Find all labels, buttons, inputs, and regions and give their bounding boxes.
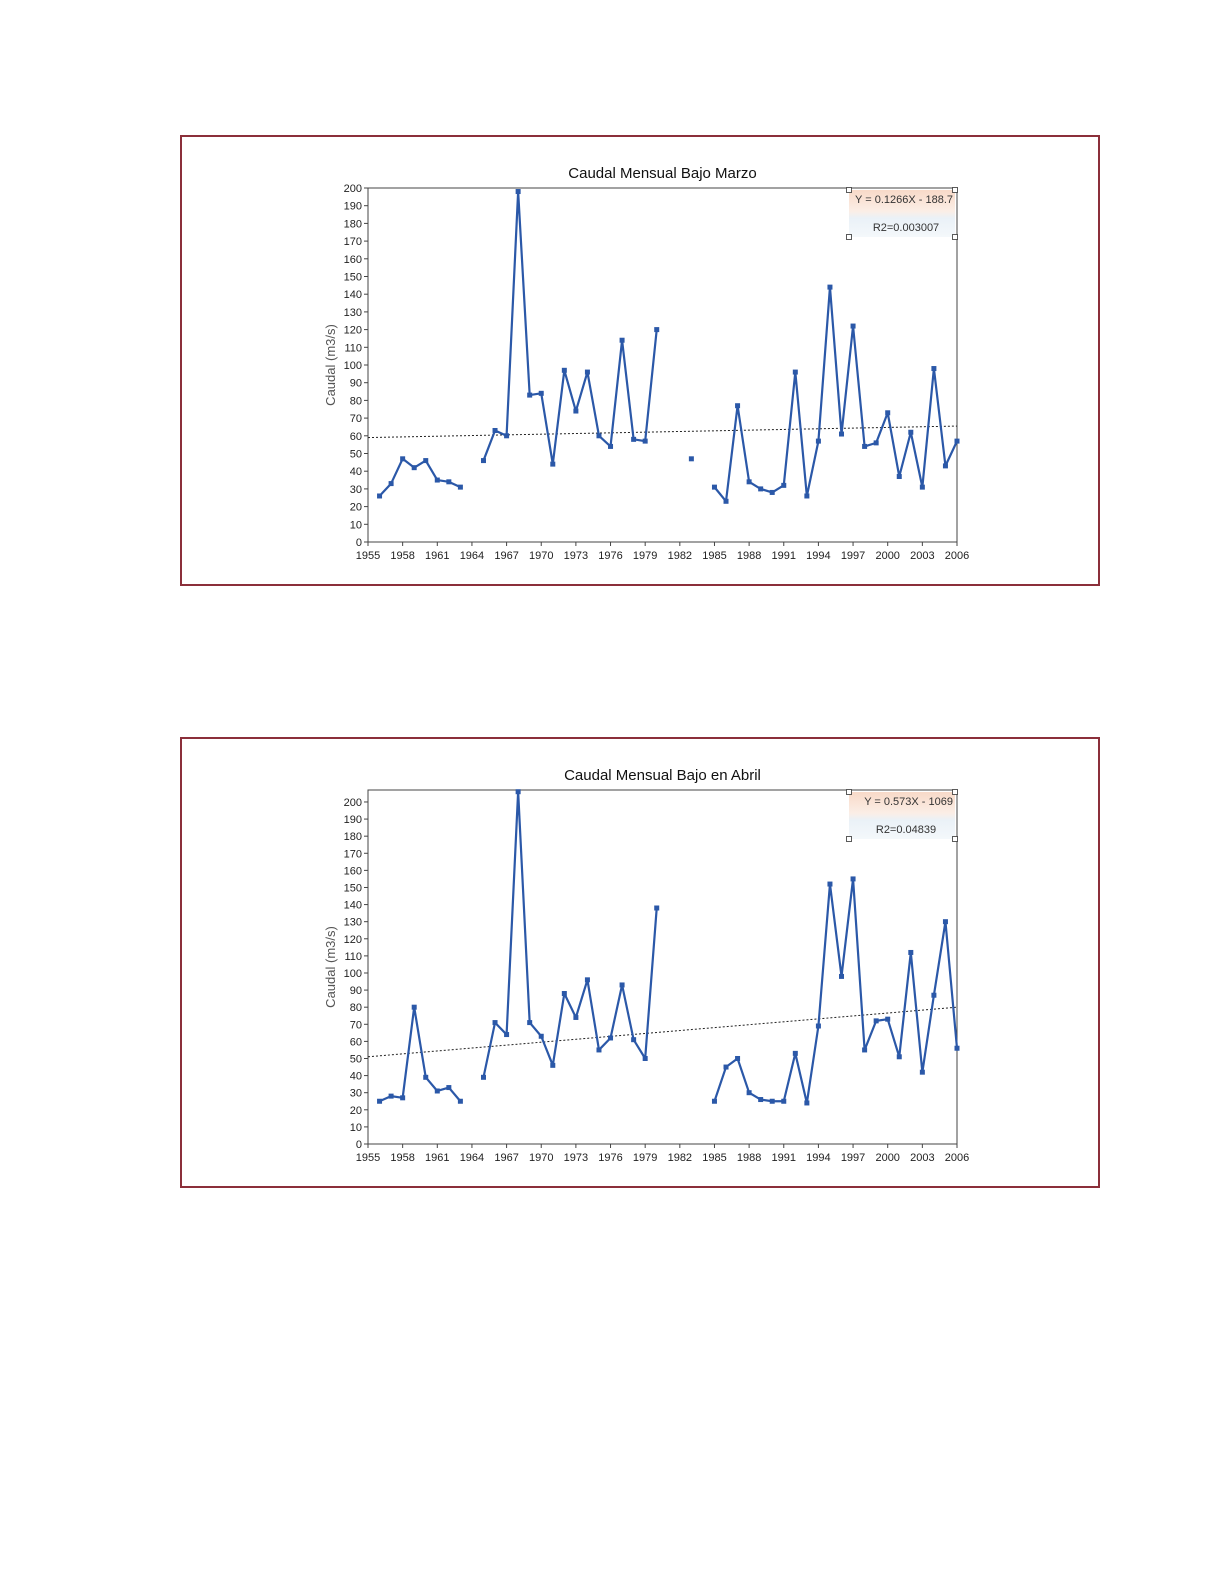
chart-0-data-point: [400, 456, 405, 461]
chart-1-data-point: [758, 1097, 763, 1102]
chart-1-resize-handle[interactable]: [953, 837, 958, 842]
chart-1-y-tick-label: 170: [343, 848, 362, 861]
chart-1-series-line: [714, 879, 957, 1103]
chart-0-y-tick-label: 30: [349, 483, 362, 496]
chart-0-data-point: [827, 285, 832, 290]
chart-0-data-point: [747, 479, 752, 484]
chart-1-y-tick-label: 190: [343, 814, 362, 827]
chart-1-y-tick-label: 200: [343, 796, 362, 809]
chart-0-x-tick-label: 1955: [355, 550, 381, 562]
chart-0-data-point: [631, 437, 636, 442]
chart-1-x-tick-label: 1988: [736, 1152, 762, 1164]
chart-0-data-point: [689, 456, 694, 461]
chart-0-x-tick-label: 1979: [632, 550, 658, 562]
chart-1-data-point: [596, 1047, 601, 1052]
chart-0-data-point: [874, 440, 879, 445]
chart-0-plot-area: [368, 188, 957, 542]
chart-0-data-point: [539, 391, 544, 396]
chart-0-x-tick-label: 1994: [806, 550, 831, 562]
chart-1-x-tick-label: 1991: [771, 1152, 797, 1164]
chart-1-data-point: [793, 1051, 798, 1056]
chart-1-plot-area: [368, 790, 957, 1144]
chart-0-y-tick-label: 110: [344, 342, 362, 355]
chart-1-y-tick-label: 70: [349, 1019, 362, 1032]
chart-0-data-point: [735, 403, 740, 408]
chart-0-y-tick-label: 0: [355, 537, 362, 549]
chart-1-x-tick-label: 1961: [425, 1152, 450, 1164]
chart-1-data-point: [804, 1100, 809, 1105]
chart-0-data-point: [862, 444, 867, 449]
chart-1-data-point: [643, 1056, 648, 1061]
chart-0-y-tick-label: 170: [343, 236, 362, 249]
chart-0-resize-handle[interactable]: [953, 235, 958, 240]
chart-0-data-point: [724, 499, 729, 504]
chart-1-data-point: [897, 1054, 902, 1059]
chart-1-y-tick-label: 160: [343, 865, 362, 878]
chart-0-data-point: [943, 463, 948, 468]
chart-0-series-line: [483, 192, 656, 465]
chart-1-data-point: [654, 906, 659, 911]
chart-0-data-point: [596, 433, 601, 438]
chart-0-data-point: [643, 439, 648, 444]
chart-1-data-point: [735, 1056, 740, 1061]
chart-1-data-point: [423, 1075, 428, 1080]
chart-1-x-tick-label: 1979: [632, 1152, 658, 1164]
chart-1-data-point: [493, 1020, 498, 1025]
chart-1-x-tick-label: 1970: [528, 1152, 554, 1164]
chart-1-y-tick-label: 60: [349, 1036, 362, 1049]
chart-0-resize-handle[interactable]: [847, 188, 852, 193]
chart-0-y-tick-label: 180: [343, 218, 362, 231]
chart-1-data-point: [874, 1018, 879, 1023]
chart-1-data-point: [631, 1037, 636, 1042]
chart-0-y-tick-label: 60: [349, 430, 362, 443]
chart-1-y-tick-label: 0: [355, 1139, 362, 1151]
chart-0-data-point: [712, 485, 717, 490]
chart-1-data-point: [620, 982, 625, 987]
chart-1-data-point: [458, 1099, 463, 1104]
chart-1-resize-handle[interactable]: [847, 790, 852, 795]
chart-abril: [182, 739, 1098, 1186]
chart-1-data-point: [931, 993, 936, 998]
chart-0-data-point: [608, 444, 613, 449]
chart-1-data-point: [585, 977, 590, 982]
chart-panel-abril: [180, 737, 1100, 1188]
chart-marzo: [182, 137, 1098, 584]
chart-1-title: Caudal Mensual Bajo en Abril: [564, 767, 761, 784]
chart-0-y-tick-label: 100: [343, 360, 362, 372]
chart-1-y-tick-label: 20: [349, 1104, 362, 1117]
chart-1-x-tick-label: 1967: [494, 1152, 519, 1164]
chart-1-data-point: [608, 1035, 613, 1040]
chart-0-x-tick-label: 2003: [910, 550, 935, 562]
chart-1-resize-handle[interactable]: [847, 837, 852, 842]
chart-0-data-point: [770, 490, 775, 495]
chart-1-y-tick-label: 50: [349, 1053, 362, 1066]
chart-1-data-point: [527, 1020, 532, 1025]
chart-1-x-tick-label: 2006: [944, 1152, 970, 1164]
chart-1-y-tick-label: 110: [344, 950, 362, 963]
chart-0-x-tick-label: 1997: [840, 550, 866, 562]
chart-0-y-tick-label: 120: [343, 324, 362, 337]
chart-0-series-line: [714, 287, 957, 501]
chart-0-data-point: [389, 481, 394, 486]
chart-1-y-tick-label: 120: [343, 933, 362, 946]
chart-0-data-point: [931, 366, 936, 371]
chart-1-x-tick-label: 1985: [702, 1152, 727, 1164]
chart-0-y-tick-label: 10: [349, 519, 362, 532]
chart-0-data-point: [781, 483, 786, 488]
chart-1-data-point: [943, 919, 948, 924]
chart-1-data-point: [920, 1070, 925, 1075]
chart-1-x-tick-label: 2000: [875, 1152, 900, 1164]
chart-0-resize-handle[interactable]: [953, 188, 958, 193]
chart-1-y-tick-label: 100: [343, 967, 362, 980]
chart-1-trendline: [368, 1007, 957, 1057]
chart-0-x-tick-label: 1988: [736, 550, 762, 562]
chart-1-data-point: [839, 974, 844, 979]
chart-1-x-tick-label: 1982: [667, 1152, 693, 1164]
chart-0-x-tick-label: 1961: [425, 550, 450, 562]
chart-1-data-point: [747, 1090, 752, 1095]
chart-0-y-tick-label: 140: [343, 289, 362, 302]
chart-0-data-point: [851, 324, 856, 329]
chart-0-data-point: [839, 432, 844, 437]
chart-0-y-tick-label: 160: [343, 253, 362, 266]
chart-1-y-tick-label: 10: [349, 1121, 362, 1134]
chart-0-data-point: [885, 410, 890, 415]
chart-0-data-point: [920, 485, 925, 490]
chart-1-x-tick-label: 2003: [910, 1152, 935, 1164]
chart-0-y-tick-label: 190: [343, 200, 362, 213]
chart-1-data-point: [908, 950, 913, 955]
chart-0-x-tick-label: 1964: [459, 550, 485, 562]
chart-0-data-point: [377, 493, 382, 498]
chart-0-y-tick-label: 70: [349, 413, 362, 426]
chart-1-data-point: [816, 1024, 821, 1029]
chart-1-x-tick-label: 1994: [806, 1152, 831, 1164]
chart-0-x-tick-label: 1976: [598, 550, 623, 562]
chart-0-data-point: [897, 474, 902, 479]
chart-1-data-point: [851, 876, 856, 881]
chart-1-x-tick-label: 1958: [390, 1152, 415, 1164]
chart-1-y-tick-label: 40: [349, 1070, 362, 1083]
chart-1-data-point: [827, 882, 832, 887]
chart-0-data-point: [550, 462, 555, 467]
chart-1-r2-text: R2=0.04839: [875, 824, 937, 836]
chart-0-data-point: [446, 479, 451, 484]
chart-1-x-tick-label: 1955: [355, 1152, 381, 1164]
chart-1-data-point: [955, 1046, 960, 1051]
chart-0-data-point: [793, 370, 798, 375]
chart-0-series-line: [380, 459, 461, 496]
chart-0-x-tick-label: 1958: [390, 550, 415, 562]
chart-0-data-point: [516, 189, 521, 194]
chart-1-data-point: [550, 1063, 555, 1068]
chart-0-title: Caudal Mensual Bajo Marzo: [568, 165, 757, 182]
chart-1-data-point: [412, 1005, 417, 1010]
chart-0-data-point: [620, 338, 625, 343]
chart-0-y-tick-label: 40: [349, 466, 362, 479]
chart-1-y-tick-label: 30: [349, 1087, 362, 1100]
chart-1-data-point: [435, 1088, 440, 1093]
chart-0-data-point: [816, 439, 821, 444]
chart-0-x-tick-label: 1985: [702, 550, 727, 562]
chart-0-data-point: [504, 433, 509, 438]
chart-0-data-point: [908, 430, 913, 435]
chart-1-equation-text: Y = 0.573X - 1069: [864, 796, 953, 808]
chart-1-series-line: [483, 792, 656, 1078]
chart-0-data-point: [804, 493, 809, 498]
chart-1-data-point: [446, 1085, 451, 1090]
chart-0-x-tick-label: 1991: [771, 550, 797, 562]
chart-1-data-point: [885, 1017, 890, 1022]
chart-0-r2-text: R2=0.003007: [872, 222, 940, 234]
chart-1-y-tick-label: 150: [343, 882, 362, 895]
chart-0-data-point: [423, 458, 428, 463]
chart-1-data-point: [562, 991, 567, 996]
chart-0-data-point: [955, 439, 960, 444]
chart-1-data-point: [724, 1065, 729, 1070]
chart-1-y-tick-label: 90: [349, 985, 362, 998]
chart-1-data-point: [389, 1094, 394, 1099]
chart-0-y-tick-label: 50: [349, 448, 362, 461]
chart-0-x-tick-label: 1982: [667, 550, 693, 562]
chart-1-data-point: [400, 1095, 405, 1100]
chart-1-data-point: [862, 1047, 867, 1052]
chart-0-y-tick-label: 200: [343, 183, 362, 195]
chart-1-x-tick-label: 1997: [840, 1152, 866, 1164]
chart-0-y-axis-label: Caudal (m3/s): [323, 324, 338, 406]
chart-0-equation-text: Y = 0.1266X - 188.7: [855, 194, 953, 206]
chart-0-y-tick-label: 20: [349, 501, 362, 514]
chart-0-data-point: [458, 485, 463, 490]
chart-0-trendline: [368, 426, 957, 438]
chart-0-data-point: [412, 465, 417, 470]
chart-1-data-point: [770, 1099, 775, 1104]
chart-1-data-point: [573, 1015, 578, 1020]
chart-0-x-tick-label: 1967: [494, 550, 519, 562]
chart-1-data-point: [516, 789, 521, 794]
chart-0-data-point: [758, 486, 763, 491]
chart-1-resize-handle[interactable]: [953, 790, 958, 795]
chart-1-data-point: [539, 1034, 544, 1039]
chart-1-data-point: [781, 1099, 786, 1104]
chart-0-y-tick-label: 150: [343, 271, 362, 284]
chart-1-x-tick-label: 1964: [459, 1152, 485, 1164]
chart-0-data-point: [493, 428, 498, 433]
chart-0-x-tick-label: 2006: [944, 550, 970, 562]
chart-1-y-axis-label: Caudal (m3/s): [323, 926, 338, 1008]
chart-1-data-point: [712, 1099, 717, 1104]
chart-0-data-point: [573, 409, 578, 414]
chart-0-x-tick-label: 1973: [563, 550, 589, 562]
chart-1-y-tick-label: 130: [343, 916, 362, 929]
chart-0-x-tick-label: 2000: [875, 550, 900, 562]
chart-1-data-point: [504, 1032, 509, 1037]
chart-0-data-point: [585, 370, 590, 375]
chart-1-y-tick-label: 80: [349, 1002, 362, 1015]
chart-1-data-point: [481, 1075, 486, 1080]
chart-0-data-point: [435, 478, 440, 483]
chart-1-y-tick-label: 180: [343, 831, 362, 844]
chart-1-data-point: [377, 1099, 382, 1104]
chart-0-data-point: [654, 327, 659, 332]
chart-0-y-tick-label: 130: [343, 306, 362, 319]
chart-0-data-point: [562, 368, 567, 373]
chart-0-y-tick-label: 80: [349, 395, 362, 408]
chart-1-x-tick-label: 1976: [598, 1152, 623, 1164]
chart-0-x-tick-label: 1970: [528, 550, 554, 562]
chart-0-data-point: [527, 393, 532, 398]
chart-0-data-point: [481, 458, 486, 463]
chart-0-y-tick-label: 90: [349, 377, 362, 390]
chart-panel-marzo: [180, 135, 1100, 586]
chart-0-resize-handle[interactable]: [847, 235, 852, 240]
chart-1-y-tick-label: 140: [343, 899, 362, 912]
chart-1-x-tick-label: 1973: [563, 1152, 589, 1164]
